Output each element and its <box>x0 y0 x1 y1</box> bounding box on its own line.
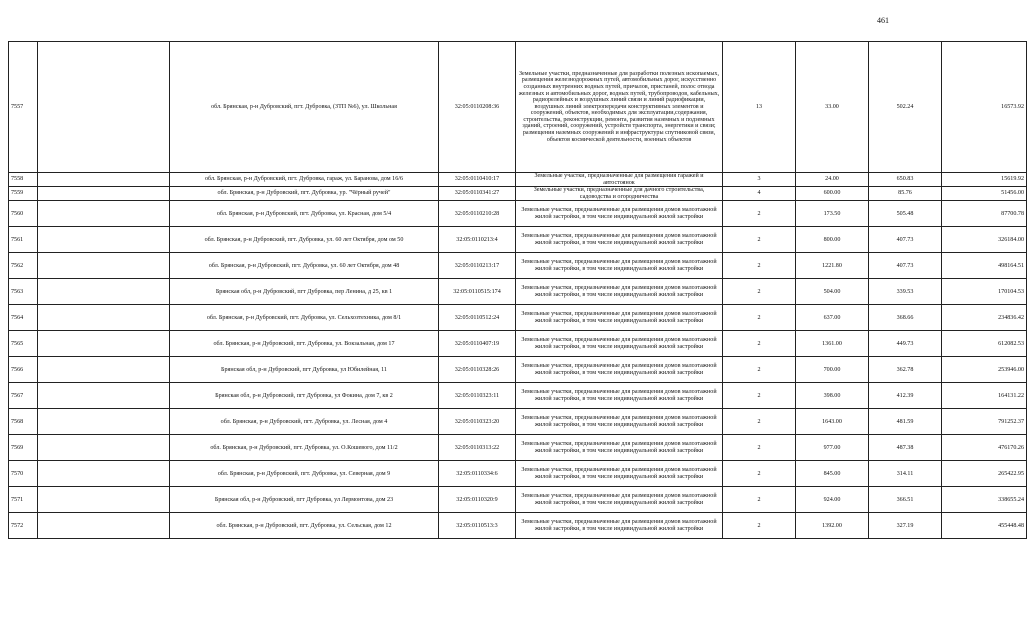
row-number: 7570 <box>9 461 38 487</box>
cadastral-value-cell: 612082.53 <box>942 331 1027 357</box>
cadastral-number-cell: 32:05:0110313:22 <box>439 435 516 461</box>
blank-cell <box>38 187 170 201</box>
table-row <box>9 227 1027 253</box>
address-cell: обл. Брянская, р-н Дубровский, пгт. Дубровка, ул. Красная, дом 5/4 <box>170 201 439 227</box>
category-cell: 2 <box>723 331 796 357</box>
category-cell: 2 <box>723 201 796 227</box>
address-cell: обл. Брянская, р-н Дубровский, пгт. Дубровка, ул. Северная, дом 9 <box>170 461 439 487</box>
rate-cell: 366.51 <box>869 487 942 513</box>
table-row <box>9 513 1027 539</box>
blank-cell <box>38 487 170 513</box>
cadastral-number-cell: 32:05:0110407:19 <box>439 331 516 357</box>
area-cell: 800.00 <box>796 227 869 253</box>
rate-cell: 505.48 <box>869 201 942 227</box>
area-cell: 24.00 <box>796 173 869 187</box>
land-use-cell: Земельные участки, предназначенные для размещения домов малоэтажной жилой застройки, в том числе индивидуальной жилой застройки <box>516 409 723 435</box>
blank-cell <box>38 42 170 173</box>
table-row <box>9 279 1027 305</box>
blank-cell <box>38 201 170 227</box>
land-use-cell: Земельные участки, предназначенные для размещения домов малоэтажной жилой застройки, в том числе индивидуальной жилой застройки <box>516 487 723 513</box>
row-number: 7569 <box>9 435 38 461</box>
land-use-cell: Земельные участки, предназначенные для размещения домов малоэтажной жилой застройки, в том числе индивидуальной жилой застройки <box>516 513 723 539</box>
category-cell: 2 <box>723 357 796 383</box>
land-use-cell: Земельные участки, предназначенные для размещения домов малоэтажной жилой застройки, в том числе индивидуальной жилой застройки <box>516 279 723 305</box>
blank-cell <box>38 331 170 357</box>
cadastral-value-cell: 791252.37 <box>942 409 1027 435</box>
cadastral-value-cell: 170104.53 <box>942 279 1027 305</box>
table-row <box>9 409 1027 435</box>
cadastral-value-cell: 15619.92 <box>942 173 1027 187</box>
area-cell: 398.00 <box>796 383 869 409</box>
address-cell: обл. Брянская, р-н Дубровский, пгт. Дубровка, ул. Лесная, дом 4 <box>170 409 439 435</box>
land-use-cell: Земельные участки, предназначенные для размещения домов малоэтажной жилой застройки, в том числе индивидуальной жилой застройки <box>516 227 723 253</box>
table-row <box>9 201 1027 227</box>
category-cell: 2 <box>723 435 796 461</box>
area-cell: 1392.00 <box>796 513 869 539</box>
category-cell: 13 <box>723 42 796 173</box>
table-row <box>9 42 1027 173</box>
row-number: 7562 <box>9 253 38 279</box>
address-cell: обл. Брянская, р-н Дубровский, пгт. Дубровка, гараж, ул. Баранова, дом 16/6 <box>170 173 439 187</box>
address-cell: обл. Брянская, р-н Дубровский, пгт. Дубровка, ур. "Чёрный ручей" <box>170 187 439 201</box>
land-use-cell: Земельные участки, предназначенные для размещения домов малоэтажной жилой застройки, в том числе индивидуальной жилой застройки <box>516 357 723 383</box>
area-cell: 924.00 <box>796 487 869 513</box>
category-cell: 2 <box>723 409 796 435</box>
blank-cell <box>38 253 170 279</box>
row-number: 7566 <box>9 357 38 383</box>
land-registry-table <box>8 41 1027 539</box>
rate-cell: 339.53 <box>869 279 942 305</box>
rate-cell: 362.78 <box>869 357 942 383</box>
land-use-cell: Земельные участки, предназначенные для размещения домов малоэтажной жилой застройки, в том числе индивидуальной жилой застройки <box>516 435 723 461</box>
cadastral-number-cell: 32:05:0110323:11 <box>439 383 516 409</box>
category-cell: 2 <box>723 513 796 539</box>
land-use-cell: Земельные участки, предназначенные для размещения домов малоэтажной жилой застройки, в том числе индивидуальной жилой застройки <box>516 201 723 227</box>
row-number: 7564 <box>9 305 38 331</box>
cadastral-value-cell: 476170.26 <box>942 435 1027 461</box>
address-cell: Брянская обл, р-н Дубровский, пгт Дубровка, пер Ленина, д 25, кв 1 <box>170 279 439 305</box>
area-cell: 1361.00 <box>796 331 869 357</box>
land-use-cell: Земельные участки, предназначенные для размещения домов малоэтажной жилой застройки, в том числе индивидуальной жилой застройки <box>516 331 723 357</box>
address-cell: обл. Брянская, р-н Дубровский, пгт. Дубровка, ул. Вокзальная, дом 17 <box>170 331 439 357</box>
blank-cell <box>38 383 170 409</box>
cadastral-number-cell: 32:05:0110213:17 <box>439 253 516 279</box>
cadastral-value-cell: 338655.24 <box>942 487 1027 513</box>
rate-cell: 487.38 <box>869 435 942 461</box>
area-cell: 600.00 <box>796 187 869 201</box>
table-body <box>9 42 1027 539</box>
cadastral-number-cell: 32:05:0110334:6 <box>439 461 516 487</box>
category-cell: 2 <box>723 487 796 513</box>
row-number: 7571 <box>9 487 38 513</box>
area-cell: 845.00 <box>796 461 869 487</box>
address-cell: Брянская обл, р-н Дубровский, пгт Дубровка, ул Юбилейная, 11 <box>170 357 439 383</box>
address-cell: Брянская обл, р-н Дубровский, пгт Дубровка, ул Лермонтова, дом 23 <box>170 487 439 513</box>
rate-cell: 502.24 <box>869 42 942 173</box>
blank-cell <box>38 409 170 435</box>
rate-cell: 368.66 <box>869 305 942 331</box>
blank-cell <box>38 461 170 487</box>
rate-cell: 314.11 <box>869 461 942 487</box>
rate-cell: 481.59 <box>869 409 942 435</box>
category-cell: 2 <box>723 461 796 487</box>
cadastral-number-cell: 32:05:0110410:17 <box>439 173 516 187</box>
table-row <box>9 331 1027 357</box>
table-row <box>9 357 1027 383</box>
address-cell: обл. Брянская, р-н Дубровский, пгт. Дубровка, ул. Сельхозтехника, дом 8/1 <box>170 305 439 331</box>
cadastral-number-cell: 32:05:0110513:3 <box>439 513 516 539</box>
row-number: 7572 <box>9 513 38 539</box>
cadastral-number-cell: 32:05:0110323:20 <box>439 409 516 435</box>
rate-cell: 412.39 <box>869 383 942 409</box>
area-cell: 700.00 <box>796 357 869 383</box>
table-row <box>9 187 1027 201</box>
cadastral-value-cell: 234836.42 <box>942 305 1027 331</box>
land-use-cell: Земельные участки, предназначенные для размещения домов малоэтажной жилой застройки, в том числе индивидуальной жилой застройки <box>516 305 723 331</box>
blank-cell <box>38 357 170 383</box>
rate-cell: 407.73 <box>869 227 942 253</box>
area-cell: 173.50 <box>796 201 869 227</box>
row-number: 7561 <box>9 227 38 253</box>
blank-cell <box>38 513 170 539</box>
row-number: 7565 <box>9 331 38 357</box>
cadastral-number-cell: 32:05:0110341:27 <box>439 187 516 201</box>
table-row <box>9 435 1027 461</box>
row-number: 7559 <box>9 187 38 201</box>
table-row <box>9 461 1027 487</box>
blank-cell <box>38 173 170 187</box>
category-cell: 3 <box>723 173 796 187</box>
cadastral-number-cell: 32:05:0110208:36 <box>439 42 516 173</box>
rate-cell: 650.83 <box>869 173 942 187</box>
address-cell: обл. Брянская, р-н Дубровский, пгт. Дубровка, (ЗТП №6), ул. Школьная <box>170 42 439 173</box>
address-cell: обл. Брянская, р-н Дубровский, пгт. Дубровка, ул. О.Кошевого, дом 11/2 <box>170 435 439 461</box>
blank-cell <box>38 279 170 305</box>
row-number: 7568 <box>9 409 38 435</box>
rate-cell: 85.76 <box>869 187 942 201</box>
land-use-cell: Земельные участки, предназначенные для размещения домов малоэтажной жилой застройки, в том числе индивидуальной жилой застройки <box>516 461 723 487</box>
category-cell: 2 <box>723 305 796 331</box>
cadastral-value-cell: 253946.00 <box>942 357 1027 383</box>
cadastral-value-cell: 16573.92 <box>942 42 1027 173</box>
row-number: 7557 <box>9 42 38 173</box>
rate-cell: 407.73 <box>869 253 942 279</box>
land-use-cell: Земельные участки, предназначенные для размещения гаражей и автостоянок <box>516 173 723 187</box>
page-number: 461 <box>877 16 889 25</box>
category-cell: 2 <box>723 227 796 253</box>
cadastral-value-cell: 87700.78 <box>942 201 1027 227</box>
table-row <box>9 253 1027 279</box>
category-cell: 2 <box>723 253 796 279</box>
cadastral-number-cell: 32:05:0110512:24 <box>439 305 516 331</box>
blank-cell <box>38 305 170 331</box>
cadastral-number-cell: 32:05:0110515:174 <box>439 279 516 305</box>
cadastral-value-cell: 51456.00 <box>942 187 1027 201</box>
area-cell: 977.00 <box>796 435 869 461</box>
cadastral-number-cell: 32:05:0110320:9 <box>439 487 516 513</box>
table-row <box>9 173 1027 187</box>
address-cell: обл. Брянская, р-н Дубровский, пгт. Дубровка, ул. Сельская, дом 12 <box>170 513 439 539</box>
rate-cell: 327.19 <box>869 513 942 539</box>
cadastral-value-cell: 498164.51 <box>942 253 1027 279</box>
area-cell: 1221.80 <box>796 253 869 279</box>
table-row <box>9 383 1027 409</box>
cadastral-value-cell: 326184.00 <box>942 227 1027 253</box>
cadastral-number-cell: 32:05:0110213:4 <box>439 227 516 253</box>
category-cell: 2 <box>723 383 796 409</box>
table-row <box>9 487 1027 513</box>
land-use-cell: Земельные участки, предназначенные для размещения домов малоэтажной жилой застройки, в том числе индивидуальной жилой застройки <box>516 383 723 409</box>
row-number: 7563 <box>9 279 38 305</box>
category-cell: 4 <box>723 187 796 201</box>
cadastral-value-cell: 164131.22 <box>942 383 1027 409</box>
address-cell: обл. Брянская, р-н Дубровский, пгт. Дубровка, ул. 60 лет Октября, дом 48 <box>170 253 439 279</box>
blank-cell <box>38 227 170 253</box>
cadastral-value-cell: 265422.95 <box>942 461 1027 487</box>
area-cell: 1643.00 <box>796 409 869 435</box>
category-cell: 2 <box>723 279 796 305</box>
blank-cell <box>38 435 170 461</box>
address-cell: Брянская обл, р-н Дубровский, пгт Дубровка, ул Фокина, дом 7, кв 2 <box>170 383 439 409</box>
land-use-cell: Земельные участки, предназначенные для разработки полезных ископаемых, размещения железнодорожных путей, автомобильных дорог, искусственно созданных внутренних водных путей, причалов, пристаней, полос отвода железных и автомобильных дорог, водных путей, трубопроводов, кабельных, радиорелейных и воздушных линий связи и линий радиофикации, воздушных линий электропередачи конструктивных элементов и сооружений, объектов, необходимых для эксплуатации,содержания, строительства, реконструкции, ремонта, развития наземных и подземных зданий, строений, сооружений, устройств транспорта, энергетики и связи; размещения наземных сооружений и инфраструктуры спутниковой связи, объектов космической деятельности, военных объектов <box>516 42 723 173</box>
area-cell: 637.00 <box>796 305 869 331</box>
cadastral-number-cell: 32:05:0110210:28 <box>439 201 516 227</box>
rate-cell: 449.73 <box>869 331 942 357</box>
land-use-cell: Земельные участки, предназначенные для размещения домов малоэтажной жилой застройки, в том числе индивидуальной жилой застройки <box>516 253 723 279</box>
cadastral-number-cell: 32:05:0110328:26 <box>439 357 516 383</box>
table-row <box>9 305 1027 331</box>
address-cell: обл. Брянская, р-н Дубровский, пгт. Дубровка, ул. 60 лет Октября, дом ом 50 <box>170 227 439 253</box>
cadastral-value-cell: 455448.48 <box>942 513 1027 539</box>
row-number: 7558 <box>9 173 38 187</box>
row-number: 7560 <box>9 201 38 227</box>
area-cell: 33.00 <box>796 42 869 173</box>
row-number: 7567 <box>9 383 38 409</box>
area-cell: 504.00 <box>796 279 869 305</box>
land-use-cell: Земельные участки, предназначенные для дачного строительства, садоводства и огородничества <box>516 187 723 201</box>
